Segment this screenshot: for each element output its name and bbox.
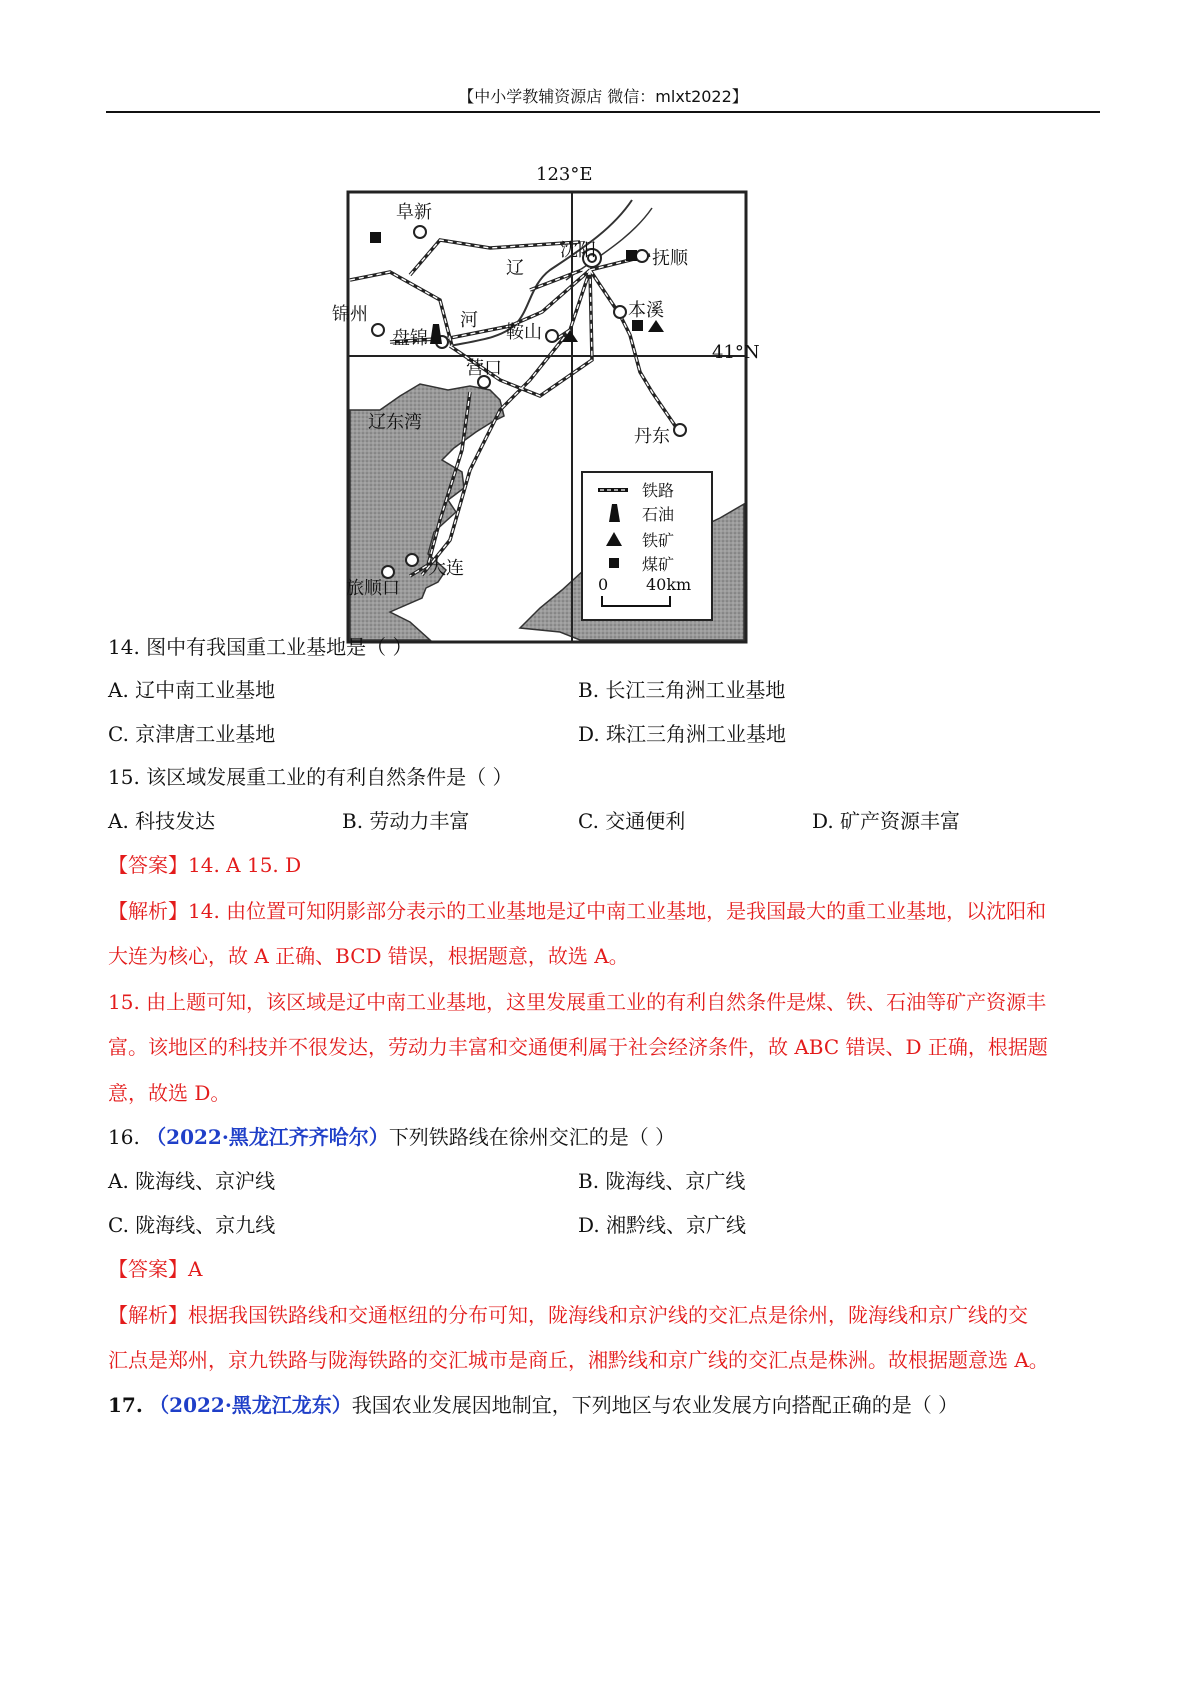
question-number: 17.	[108, 1393, 143, 1417]
river-label: 辽	[506, 258, 524, 279]
explanation-15-line-3: 意，故选 D。	[108, 1081, 231, 1105]
question-source: （2022·黑龙江齐齐哈尔）	[146, 1125, 389, 1149]
answer-14-15	[108, 852, 301, 878]
city-label: 丹东	[634, 426, 670, 447]
river-label: 河	[460, 310, 478, 331]
q16-option-a: A. 陇海线、京沪线	[108, 1169, 276, 1193]
q15-option-b: B. 劳动力丰富	[342, 809, 470, 833]
q14-option-a: A. 辽中南工业基地	[108, 678, 276, 702]
answer-label: 【答案】	[108, 1257, 188, 1281]
question-16-stem: 16. （2022·黑龙江齐齐哈尔）下列铁路线在徐州交汇的是（ ）	[108, 1125, 676, 1149]
legend-railway: 铁路	[642, 481, 675, 500]
legend-iron: 铁矿	[642, 531, 675, 550]
city-label: 沈阳	[560, 240, 596, 261]
question-17-stem: 17. （2022·黑龙江龙东）我国农业发展因地制宜，下列地区与农业发展方向搭配正确的是（ ）	[108, 1393, 959, 1417]
q14-option-b: B. 长江三角洲工业基地	[578, 678, 786, 702]
city-marker	[372, 324, 384, 336]
city-label: 营口	[466, 358, 502, 379]
explanation-16-line-1: 【解析】根据我国铁路线和交通枢纽的分布可知，陇海线和京沪线的交汇点是徐州，陇海线和京广线的交	[108, 1303, 1028, 1327]
explanation-14-line-1: 【解析】14. 由位置可知阴影部分表示的工业基地是辽中南工业基地，是我国最大的重工业基地，以沈阳和	[108, 899, 1047, 923]
page-header: 【中小学教辅资源店 微信：mlxt2022】	[458, 87, 748, 106]
city-marker	[614, 306, 626, 318]
city-marker	[382, 566, 394, 578]
question-14-stem: 14. 图中有我国重工业基地是（ ）	[108, 635, 413, 659]
city-label: 锦州	[332, 304, 368, 325]
city-label: 旅顺口	[346, 578, 400, 599]
city-marker	[636, 250, 648, 262]
city-marker	[406, 554, 418, 566]
city-label: 盘锦	[392, 328, 428, 349]
legend-oil: 石油	[642, 505, 675, 524]
q15-option-a: A. 科技发达	[108, 809, 216, 833]
question-source: （2022·黑龙江龙东）	[149, 1393, 352, 1417]
coal-symbol	[626, 250, 637, 261]
explanation-14-line-2: 大连为核心，故 A 正确、BCD 错误，根据题意，故选 A。	[108, 944, 629, 968]
q15-option-c: C. 交通便利	[578, 809, 686, 833]
city-label: 鞍山	[506, 322, 542, 343]
explanation-label: 【解析】	[108, 1303, 188, 1327]
q16-option-b: B. 陇海线、京广线	[578, 1169, 746, 1193]
explanation-15-line-2: 富。该地区的科技并不很发达，劳动力丰富和交通便利属于社会经济条件，故 ABC 错误、D 正确，根据题	[108, 1035, 1048, 1059]
q14-option-d: D. 珠江三角洲工业基地	[578, 722, 787, 746]
scale-zero: 0	[598, 575, 609, 594]
scale-end: 40km	[646, 575, 692, 594]
answer-16	[108, 1256, 202, 1282]
q16-option-d: D. 湘黔线、京广线	[578, 1213, 747, 1237]
city-label: 阜新	[396, 202, 432, 223]
city-label: 大连	[428, 558, 464, 579]
city-marker	[546, 330, 558, 342]
explanation-15-line-1: 15. 由上题可知，该区域是辽中南工业基地，这里发展重工业的有利自然条件是煤、铁、石油等矿产资源丰	[108, 990, 1047, 1014]
answer-label: 【答案】	[108, 853, 188, 877]
q15-option-d: D. 矿产资源丰富	[812, 809, 961, 833]
bay-label: 辽东湾	[368, 412, 422, 433]
answer-text: 14. A 15. D	[188, 853, 302, 877]
explanation-label: 【解析】	[108, 899, 188, 923]
coal-symbol	[370, 232, 381, 243]
lon-label: 123°E	[536, 164, 593, 185]
header-divider	[106, 111, 1100, 113]
question-15-stem: 15. 该区域发展重工业的有利自然条件是（ ）	[108, 765, 513, 789]
question-number: 16.	[108, 1125, 140, 1149]
city-marker	[414, 226, 426, 238]
q16-option-c: C. 陇海线、京九线	[108, 1213, 276, 1237]
explanation-16-line-2: 汇点是郑州，京九铁路与陇海铁路的交汇城市是商丘，湘黔线和京广线的交汇点是株洲。故根据题意选 A。	[108, 1348, 1049, 1372]
q14-option-c: C. 京津唐工业基地	[108, 722, 276, 746]
legend-coal: 煤矿	[642, 555, 675, 574]
liaoning-map-figure	[330, 160, 850, 670]
city-marker	[674, 424, 686, 436]
city-label: 抚顺	[652, 248, 688, 269]
coal-symbol	[632, 320, 643, 331]
city-label: 本溪	[628, 300, 664, 321]
lat-label: 41°N	[712, 342, 760, 363]
answer-text: A	[188, 1257, 203, 1281]
